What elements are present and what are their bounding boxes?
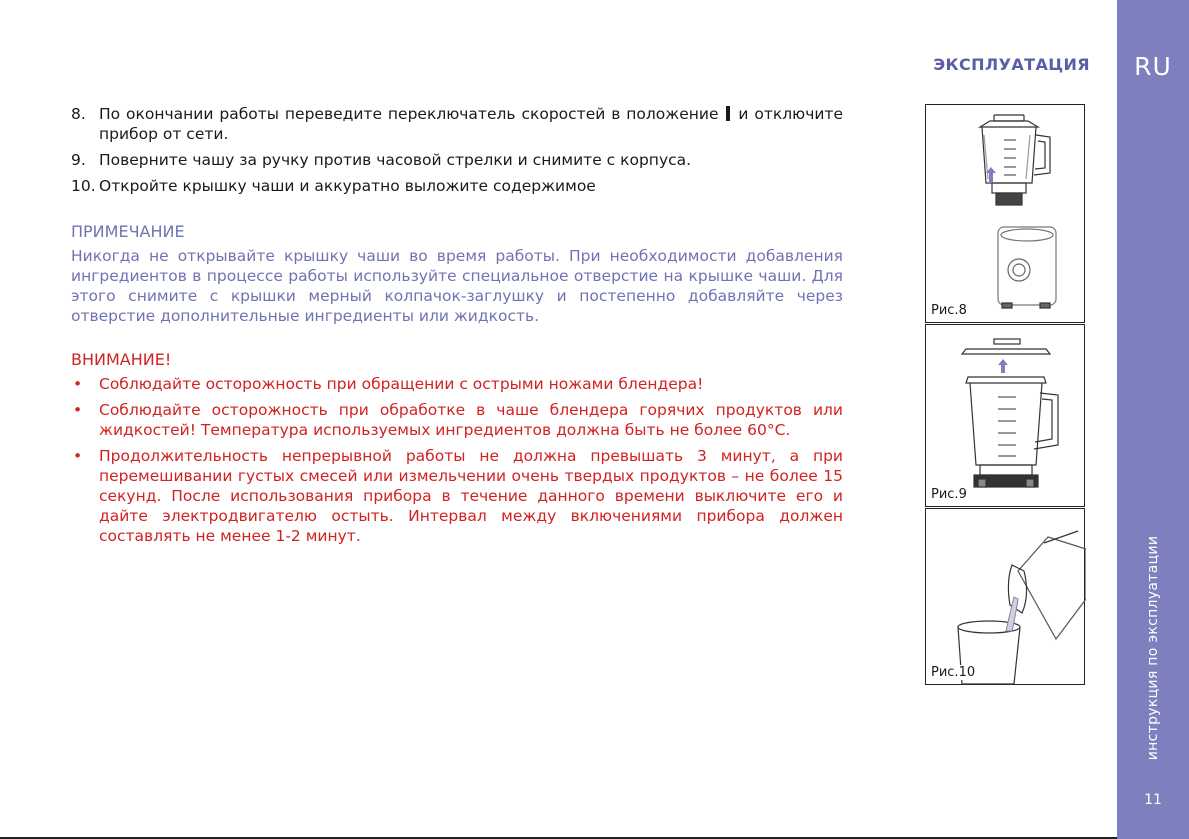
figure-8-caption: Рис.8 <box>931 303 967 318</box>
step-text-continued: и отключите прибор от сети. <box>99 105 843 143</box>
blender-lid-removal-illustration <box>926 325 1086 508</box>
warning-text: Соблюдайте осторожность при обработке в чаше блендера горячих продуктов или жидкостей! Температура используемых ингредиентов должна быть не более 60°C. <box>99 401 843 439</box>
step-text: Поверните чашу за ручку против часовой стрелки и снимите с корпуса. <box>99 151 692 169</box>
note-text: Никогда не открывайте крышку чаши во время работы. При необходимости добавления ингредиентов в процессе работы используйте специальное отверстие на крышке чаши. Для этого снимите с крышки мерный колпачок-заглушку и постепенно добавляйте через отверстие дополнительные ингредиенты или жидкость. <box>71 247 843 325</box>
steps-list <box>71 104 843 196</box>
bullet-icon: • <box>73 375 83 393</box>
step-number: 8. <box>71 105 86 123</box>
figure-9 <box>925 324 1085 507</box>
list-item <box>71 400 843 440</box>
step-number: 10. <box>71 177 96 195</box>
blender-jar-removal-illustration <box>926 105 1086 324</box>
speed-switch-position-icon <box>726 106 730 121</box>
main-content <box>71 104 843 552</box>
language-label: RU <box>1134 52 1172 81</box>
page-number: 11 <box>1144 792 1162 808</box>
figure-8 <box>925 104 1085 323</box>
right-sidebar-band <box>1117 0 1189 839</box>
warning-heading: ВНИМАНИЕ! <box>71 350 172 369</box>
list-item <box>71 104 843 144</box>
pouring-contents-illustration <box>926 509 1086 686</box>
figure-10-caption: Рис.10 <box>931 665 976 680</box>
bullet-icon: • <box>73 447 83 465</box>
step-text: Откройте крышку чаши и аккуратно выложите содержимое <box>99 177 596 195</box>
step-number: 9. <box>71 151 86 169</box>
vertical-manual-title-text: инструкция по эксплуатации <box>1145 535 1161 761</box>
warning-text: Продолжительность непрерывной работы не должна превышать 3 минут, а при перемешивании густых смесей или измельчении очень твердых продуктов – не более 15 секунд. После использования прибора в течение данного времени выключите его и дайте электродвигателю остыть. Интервал между включениями прибора должен составлять не менее 1-2 минут. <box>99 447 843 545</box>
warning-text: Соблюдайте осторожность при обращении с острыми ножами блендера! <box>99 375 704 393</box>
bullet-icon: • <box>73 401 83 419</box>
list-item <box>71 446 843 546</box>
list-item <box>71 150 843 170</box>
section-title: ЭКСПЛУАТАЦИЯ <box>933 55 1090 74</box>
vertical-manual-title <box>1135 530 1171 766</box>
list-item <box>71 176 843 196</box>
step-text: По окончании работы переведите переключатель скоростей в положение <box>99 105 719 123</box>
list-item <box>71 374 843 394</box>
figure-9-caption: Рис.9 <box>931 487 967 502</box>
note-heading: ПРИМЕЧАНИЕ <box>71 222 185 241</box>
figure-10 <box>925 508 1085 685</box>
warning-list <box>71 374 843 546</box>
